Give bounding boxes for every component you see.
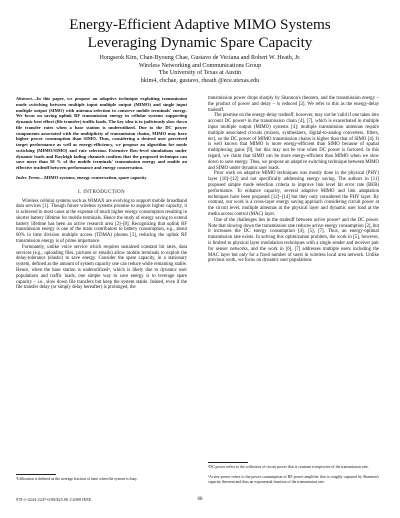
section-heading-introduction: I. INTRODUCTION	[77, 189, 126, 195]
right-footnote-2: ²DC power refers to the collection of circuit power that is constant irrespective of the transmission rate.	[208, 465, 369, 469]
author-institution: The University of Texas at Austin	[158, 70, 242, 77]
right-column	[208, 96, 379, 264]
left-paragraph-2: Fortunately, unlike voice service which requires sustained constant bit rates, data services (e.g., uploading files, pictures or emails) allow mobile terminals to exploit the delay-tolerance (elastic) to save energy. Consider the spare capacity, in a stationary system, defined as the amount of system capacity one can reduce while remaining stable. Hence, when the base station is underutilized¹, which is likely due to dynamic user populations and traffic loads, one simple way to save energy is to leverage spare capacity – i.e., slow down file transfers but keep the system stable. Indeed, even if the file transfer delay (or simply delay hereafter) is prolonged, the	[16, 244, 187, 291]
left-paragraph-1: Wireless cellular systems such as WiMAX are evolving to support mobile broadband data services [1]. Though future wireless systems promise to support higher capacity, it is achieved in most cases at the expense of much higher energy consumption resulting in shorter battery lifetime for mobile terminals. Hence the study of energy saving to extend battery lifetime has been an active research area [2]–[8]. Recognizing that uplink RF transmission energy is one of the main contributors to battery consumption, e.g., about 60% in time division multiple access (TDMA) phones [3], reducing the uplink RF transmission energy is of prime importance.	[16, 198, 187, 245]
author-emails: hkim4, cbchae, gustavo, rheath @ece.utexas.edu	[140, 77, 260, 84]
page-footer	[16, 497, 384, 505]
right-footnote-3: ³Active power refers to the power consumption of RF power amplifier that is roughly captured by Shannon's capacity theorem and thus an exponential function of the transmission rate.	[208, 475, 379, 484]
right-paragraph-1: transmission power drops sharply by Shannon's theorem, and the transmission energy – the product of power and delay – is reduced [2]. We refer to this as the energy-delay tradeoff.	[208, 96, 379, 113]
right-footnote-rule	[208, 462, 248, 463]
abstract	[16, 96, 187, 171]
page-number: 68	[197, 497, 203, 502]
abstract-text: —In this paper, we propose an adaptive technique exploiting transmission mode switching between multiple input multiple output (MIMO) and single input multiple output (SIMO) with antenna selection to conserve mobile terminals' energy. We focus on saving uplink RF transmission energy in cellular systems supporting dynamic best effort (file transfer) traffic loads. The key idea is to judiciously slow down file transfer rates when a base station is underutilized. Due to the DC power components associated with the multiplicity of transmission chains, MIMO may have higher power consumption than SIMO. Thus, considering a desired user perceived target performance as well as energy-efficiency, we propose an algorithm for mode switching (MIMO/SIMO) and rate selection. Extensive flow-level simulations under dynamic loads and Rayleigh fading channels confirm that the proposed technique can save more than 50 % of the mobile terminals' transmission energy and enable an effective tradeoff between performance and energy conservation.	[16, 96, 187, 170]
left-footnote-rule	[16, 474, 56, 475]
index-terms	[16, 175, 187, 181]
abstract-lead: Abstract	[16, 96, 32, 101]
author-group: Wireless Networking and Communications Group	[138, 62, 262, 69]
right-paragraph-2: The premise on the energy-delay tradeoff, however, may not be valid if one takes into account DC power² in the transmission chain [4], [7], which is exacerbated in multiple input multiple output (MIMO) systems [4]; multiple transmission antennas require multiple associated circuits (mixers, synthesizers, digital-to-analog converters, filters, etc), so the DC power of MIMO transmission chains is higher than that of SIMO [4]. It is well known that MIMO is more energy-efficient than SIMO because of spatial multiplexing gains [9], but this may not be true when DC power is factored. In this regard, we claim that SIMO can be more energy-efficient than MIMO when we slow down to save energy. Thus, we propose an adaptive switching technique between MIMO and SIMO under dynamic user loads.	[208, 113, 379, 171]
index-terms-text: —MIMO systems, energy conservation, spare capacity	[39, 174, 147, 180]
author-names: Hongseok Kim, Chan-Byoung Chae, Gustavo de Veciana and Robert W. Heath, Jr.	[99, 55, 301, 61]
index-terms-lead: Index Terms	[16, 174, 40, 180]
right-paragraph-4: One of the challenges lies in the tradeoff between active power³ and the DC power. Note that slowing down the transmission rate reduces active energy consumption [2], but it increases the DC energy consumption [4], [5], [7]. Thus, an energy-optimal transmission rate exists. In solving this optimization problem, the work in [5], however, is limited to physical layer modulation techniques with a single sender and receiver pair for sensor networks, and the work in [6], [7] addresses multiple users including the MAC layer but only for a fixed number of users in wireless local area network. Unlike previous work, we focus on dynamic user populations	[208, 217, 379, 264]
right-paragraph-3: Prior work on adaptive MIMO techniques was mostly done in the physical (PHY) layer [10]–[12] and not specifically addressing energy saving. The authors in [11] proposed simple mode selection criteria to improve link level bit error rate (BER) performance. To enhance capacity, several adaptive MIMO and link adaptation techniques have been proposed [12]–[14] but they only considered the PHY layer. By contrast, our work is a cross-layer energy saving approach considering circuit power at the circuit level, multiple antennas at the physical layer and dynamic user load at the media access control (MAC) layer.	[208, 171, 379, 217]
left-column	[16, 96, 187, 291]
title-line-2: Leveraging Dynamic Spare Capacity	[87, 34, 313, 51]
paper-title	[30, 16, 370, 52]
author-block	[30, 55, 370, 85]
left-footnote: ¹Utilization is defined as the average fraction of time when the system is busy.	[16, 477, 138, 481]
title-line-1: Energy-Efficient Adaptive MIMO Systems	[69, 16, 331, 33]
copyright-notice: 978-1-4244-2247-0/08/$25.00 ©2008 IEEE	[16, 497, 92, 502]
